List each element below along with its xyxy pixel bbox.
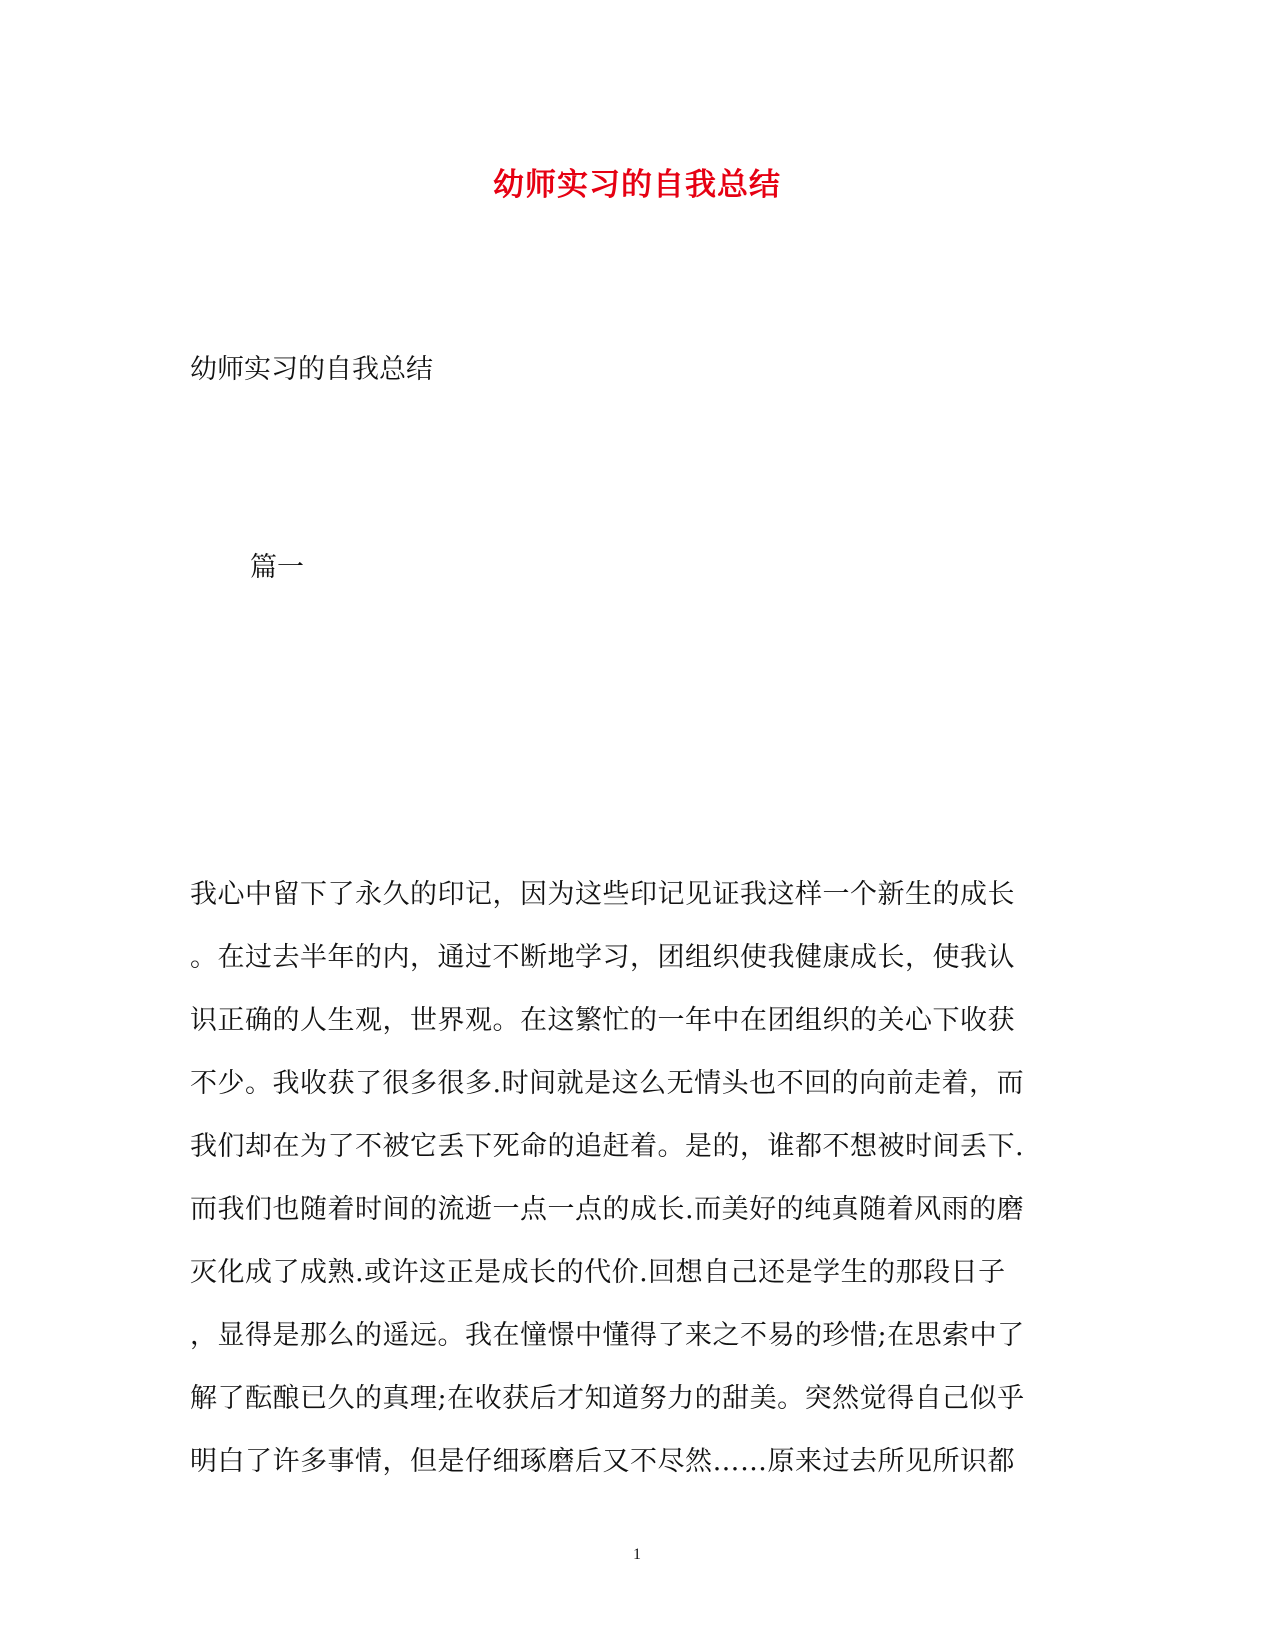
body-text xyxy=(190,875,1090,1505)
section-label: 篇一 xyxy=(250,552,304,583)
body-line: 明白了许多事情，但是仔细琢磨后又不尽然……原来过去所见所识都 xyxy=(190,1446,1015,1477)
document-title: 幼师实习的自我总结 xyxy=(493,167,781,203)
body-line: 不少。我收获了很多很多.时间就是这么无情头也不回的向前走着，而 xyxy=(190,1068,1025,1099)
body-line: 我心中留下了永久的印记，因为这些印记见证我这样一个新生的成长 xyxy=(190,879,1015,910)
body-line: 。在过去半年的内，通过不断地学习，团组织使我健康成长，使我认 xyxy=(190,942,1015,973)
body-line: 识正确的人生观，世界观。在这繁忙的一年中在团组织的关心下收获 xyxy=(190,1005,1015,1036)
body-line: 解了酝酿已久的真理;在收获后才知道努力的甜美。突然觉得自己似乎 xyxy=(190,1383,1025,1414)
body-line: 而我们也随着时间的流逝一点一点的成长.而美好的纯真随着风雨的磨 xyxy=(190,1194,1025,1225)
document-subtitle: 幼师实习的自我总结 xyxy=(190,354,433,385)
body-line: 灭化成了成熟.或许这正是成长的代价.回想自己还是学生的那段日子 xyxy=(190,1257,1006,1288)
body-line: 我们却在为了不被它丢下死命的追赶着。是的，谁都不想被时间丢下. xyxy=(190,1131,1025,1162)
page-number: 1 xyxy=(633,1546,641,1563)
body-line: ，显得是那么的遥远。我在憧憬中懂得了来之不易的珍惜;在思索中了 xyxy=(190,1320,1025,1351)
